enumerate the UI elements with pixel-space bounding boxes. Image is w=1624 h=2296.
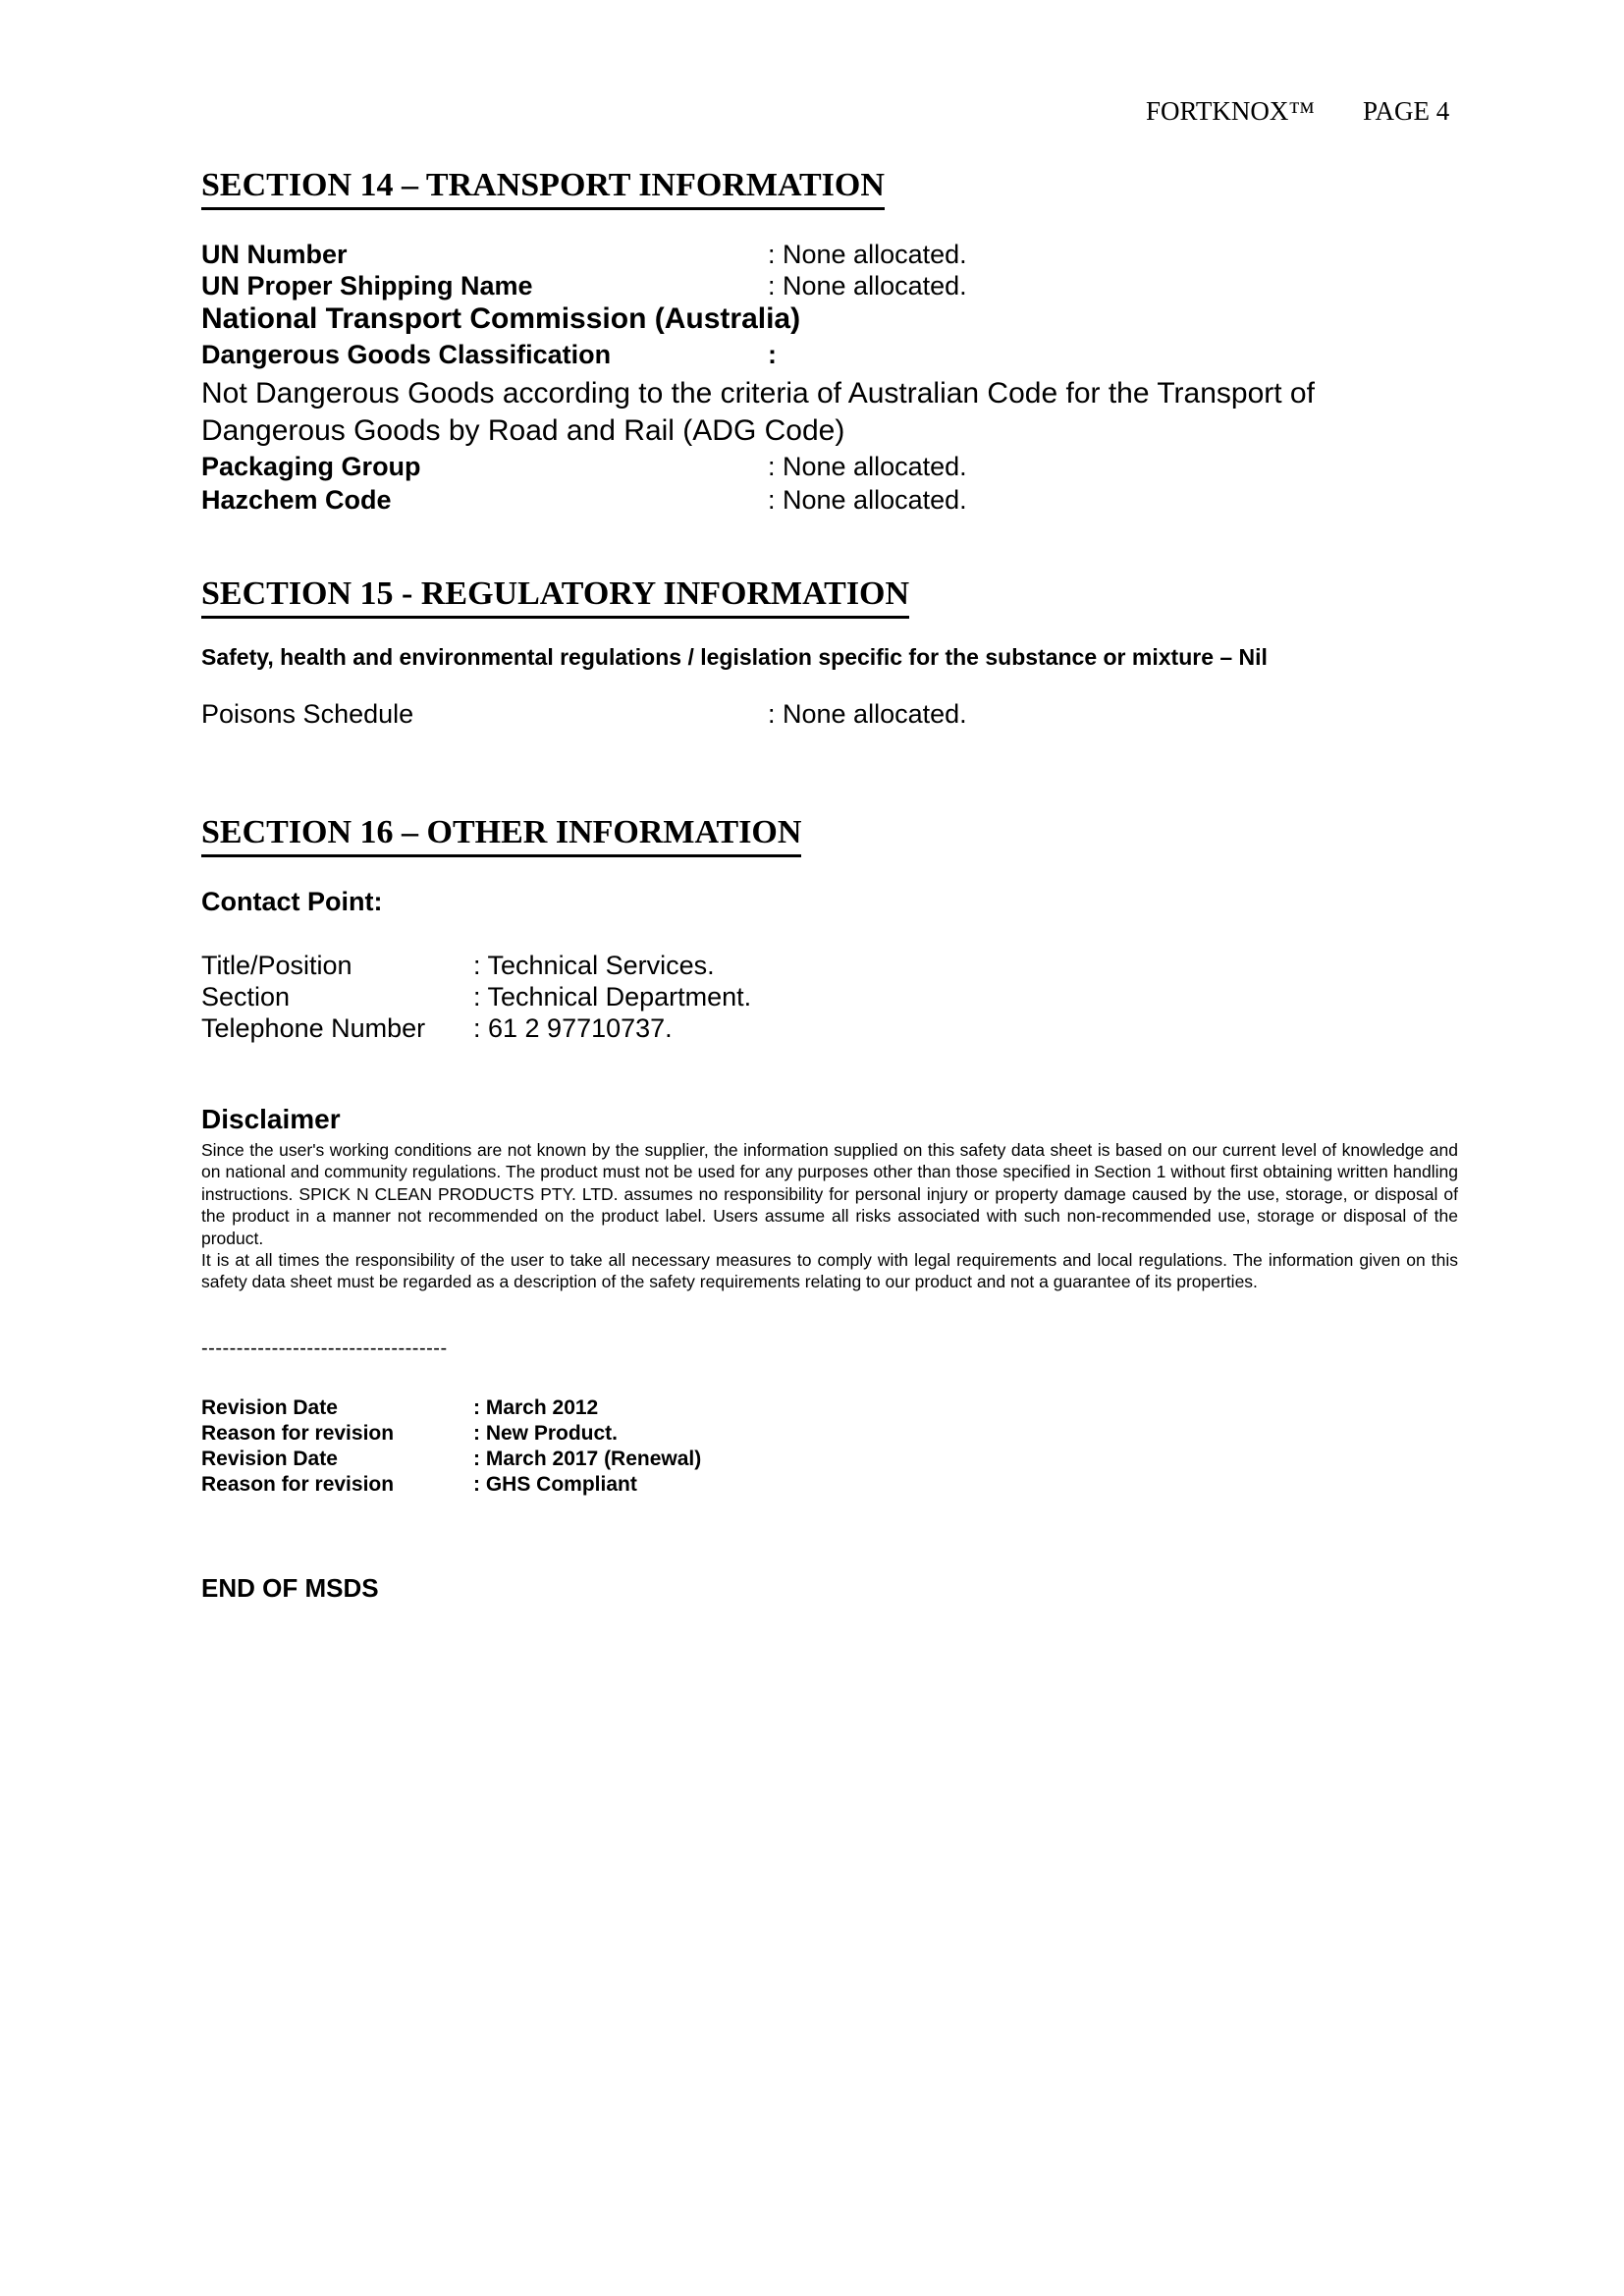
un-number-value: : None allocated. <box>768 240 967 269</box>
un-shipping-name-label: UN Proper Shipping Name <box>201 271 533 301</box>
poisons-schedule-value: : None allocated. <box>768 699 967 729</box>
dg-classification-label: Dangerous Goods Classification <box>201 340 612 369</box>
ntc-heading: National Transport Commission (Australia) <box>201 302 801 335</box>
telephone-label: Telephone Number <box>201 1013 426 1043</box>
revision-value: : March 2017 (Renewal) <box>473 1448 702 1470</box>
hazchem-code-label: Hazchem Code <box>201 485 392 515</box>
section-value: : Technical Department. <box>473 982 752 1011</box>
title-position-label: Title/Position <box>201 951 352 980</box>
packaging-group-label: Packaging Group <box>201 452 421 481</box>
revision-value: : GHS Compliant <box>473 1473 637 1496</box>
dg-text-line-2: Dangerous Goods by Road and Rail (ADG Code) <box>201 414 845 447</box>
disclaimer-paragraph-2: It is at all times the responsibility of the user to take all necessary measures to comply with legal requirements and local regulations. The information given on this safety data sheet must be regarded as a description of the safety requirements relating to our product and not a guarantee of its properties. <box>201 1250 1458 1292</box>
revision-value: : March 2012 <box>473 1396 599 1419</box>
disclaimer-heading: Disclaimer <box>201 1104 341 1134</box>
title-position-value: : Technical Services. <box>473 951 715 980</box>
dg-classification-value: : <box>768 340 777 369</box>
header-product-name: FORTKNOX™ <box>1146 96 1315 126</box>
section-15-title: SECTION 15 - REGULATORY INFORMATION <box>201 575 909 619</box>
telephone-value: : 61 2 97710737. <box>473 1013 673 1043</box>
regulations-text: Safety, health and environmental regulations / legislation specific for the substance or mixture – Nil <box>201 644 1268 670</box>
disclaimer-paragraph-1: Since the user's working conditions are not known by the supplier, the information supplied on this safety data sheet is based on our current level of knowledge and on national and community regulations. The product must not be used for any purposes other than those specified in Section 1 without first obtaining written handling instructions. SPICK N CLEAN PRODUCTS PTY. LTD. assumes no responsibility for personal injury or property damage caused by the use, storage, or disposal of the product in a manner not recommended on the product label. Users assume all risks associated with such non-recommended use, storage or disposal of the product. <box>201 1140 1458 1248</box>
section-label: Section <box>201 982 291 1011</box>
un-number-label: UN Number <box>201 240 348 269</box>
revision-label: Reason for revision <box>201 1473 395 1496</box>
revision-label: Revision Date <box>201 1448 338 1470</box>
separator-line: ----------------------------------- <box>201 1338 448 1359</box>
dg-text-line-1: Not Dangerous Goods according to the criteria of Australian Code for the Transport of <box>201 377 1315 410</box>
un-shipping-name-value: : None allocated. <box>768 271 967 301</box>
end-of-msds: END OF MSDS <box>201 1573 379 1603</box>
revision-label: Revision Date <box>201 1396 338 1419</box>
header-page-number: PAGE 4 <box>1363 96 1450 126</box>
section-14-title: SECTION 14 – TRANSPORT INFORMATION <box>201 167 885 210</box>
section-16-title: SECTION 16 – OTHER INFORMATION <box>201 814 801 857</box>
revision-label: Reason for revision <box>201 1422 395 1445</box>
hazchem-code-value: : None allocated. <box>768 485 967 515</box>
packaging-group-value: : None allocated. <box>768 452 967 481</box>
disclaimer-body <box>201 1139 1458 1293</box>
revision-value: : New Product. <box>473 1422 619 1445</box>
contact-point-heading: Contact Point: <box>201 887 383 916</box>
poisons-schedule-label: Poisons Schedule <box>201 699 414 729</box>
